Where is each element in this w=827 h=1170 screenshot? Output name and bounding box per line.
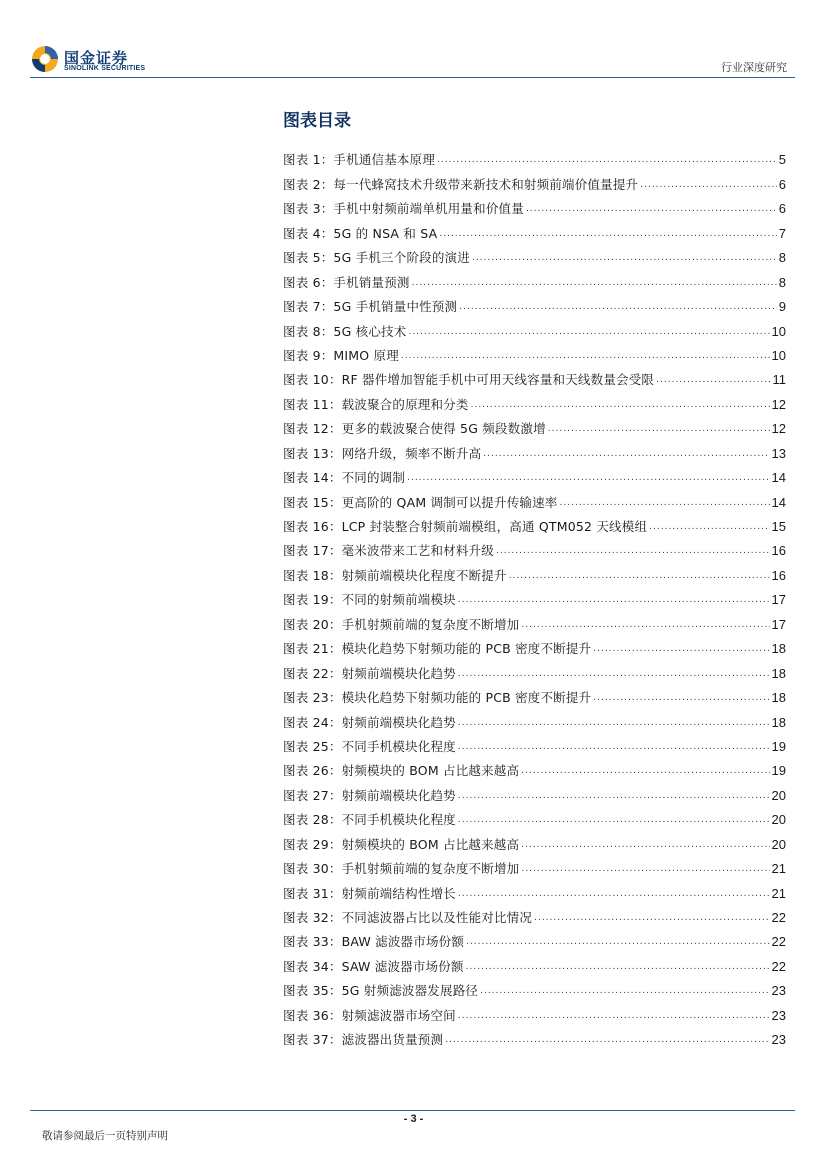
toc-entry-label[interactable]: 图表 9：MIMO 原理 [283,347,399,363]
toc-entry-page[interactable]: 6 [778,201,786,217]
toc-dot-leader [548,423,770,437]
toc-entry-page[interactable]: 18 [771,714,786,730]
toc-entry[interactable] [283,242,786,266]
toc-entry[interactable] [283,584,786,608]
toc-dot-leader [408,326,769,340]
toc-entry-label[interactable]: 图表 19：不同的射频前端模块 [283,592,456,608]
toc-entry[interactable] [283,291,786,315]
toc-entry-page[interactable]: 11 [772,372,786,388]
toc-entry-page[interactable]: 15 [771,519,786,534]
toc-entry[interactable] [283,853,786,877]
toc-entry-label[interactable]: 图表 3：手机中射频前端单机用量和价值量 [283,201,524,217]
toc-entry[interactable] [283,755,786,779]
toc-dot-leader [521,863,769,877]
toc-entry-label[interactable]: 图表 6：手机销量预测 [283,274,410,290]
toc-entry-page[interactable]: 18 [771,690,786,706]
toc-entry-page[interactable]: 5 [778,152,786,168]
toc-entry[interactable] [283,975,786,999]
toc-entry-label[interactable]: 图表 12：更多的载波聚合使得 5G 频段数激增 [283,421,546,437]
toc-entry-label[interactable]: 图表 4：5G 的 NSA 和 SA [283,225,438,241]
toc-title: 图表目录 [283,111,351,131]
toc-entry[interactable] [283,388,786,412]
toc-entry-label[interactable]: 图表 30：手机射频前端的复杂度不断增加 [283,861,520,877]
toc-entry[interactable] [283,706,786,730]
toc-entry-label[interactable]: 图表 16：LCP 封装整合射频前端模组，高通 QTM052 天线模组 [283,519,648,534]
toc-entry-page[interactable]: 22 [771,910,786,925]
toc-entry-page[interactable]: 13 [771,445,786,461]
page-header [0,0,827,80]
toc-entry-page[interactable]: 23 [771,983,786,999]
toc-entry[interactable] [283,462,786,486]
toc-entry[interactable] [283,902,786,926]
toc-entry-page[interactable]: 20 [771,812,786,828]
figure-table-of-contents [283,108,786,1048]
toc-dot-leader [458,790,770,804]
toc-dot-leader [471,399,770,413]
toc-entry[interactable] [283,804,786,828]
toc-entry[interactable] [283,608,786,632]
toc-entry[interactable] [283,926,786,950]
toc-entry-label[interactable]: 图表 17：毫米波带来工艺和材料升级 [283,543,494,559]
toc-dot-leader [458,668,770,682]
toc-entry-label[interactable]: 图表 31：射频前端结构性增长 [283,885,456,901]
toc-entry[interactable] [283,193,786,217]
toc-entry[interactable] [283,315,786,339]
toc-entry-page[interactable]: 20 [771,836,786,852]
toc-dot-leader [593,643,769,657]
toc-entry[interactable] [283,168,786,192]
toc-entry-label[interactable]: 图表 21：模块化趋势下射频功能的 PCB 密度不断提升 [283,641,592,657]
toc-entry-label[interactable]: 图表 26：射频模块的 BOM 占比越来越高 [283,763,520,779]
toc-dot-leader [521,765,769,779]
toc-entry-page[interactable]: 23 [771,1007,786,1023]
toc-entry[interactable] [283,950,786,974]
toc-entry-label[interactable]: 图表 29：射频模块的 BOM 占比越来越高 [283,836,520,852]
toc-dot-leader [509,570,770,584]
toc-entry-label[interactable]: 图表 25：不同手机模块化程度 [283,738,456,754]
toc-entry-label[interactable]: 图表 24：射频前端模块化趋势 [283,714,456,730]
logo-english-name: SINOLINK SECURITIES [64,65,146,72]
toc-entry-page[interactable]: 10 [771,323,786,339]
toc-list [283,144,786,1048]
report-type-label: 行业深度研究 [721,61,787,74]
toc-entry-page[interactable]: 14 [771,470,786,486]
logo-chinese-name: 国金证券 [64,49,129,67]
toc-entry[interactable] [283,511,786,535]
toc-entry-page[interactable]: 12 [771,421,786,437]
toc-entry-page[interactable]: 20 [771,787,786,803]
toc-dot-leader [496,545,770,559]
toc-entry-label[interactable]: 图表 27：射频前端模块化趋势 [283,787,456,803]
logo-mark-icon [30,44,60,74]
toc-dot-leader [439,228,776,242]
toc-entry-label[interactable]: 图表 22：射频前端模块化趋势 [283,665,456,681]
toc-entry-label[interactable]: 图表 28：不同手机模块化程度 [283,812,456,828]
toc-entry-label[interactable]: 图表 14：不同的调制 [283,470,406,486]
toc-entry-label[interactable]: 图表 37：滤波器出货量预测 [283,1032,444,1048]
toc-entry-page[interactable]: 17 [771,592,786,608]
toc-entry[interactable] [283,657,786,681]
toc-entry-label[interactable]: 图表 15：更高阶的 QAM 调制可以提升传输速率 [283,494,558,510]
toc-entry[interactable] [283,877,786,901]
toc-entry-page[interactable]: 14 [771,494,786,510]
toc-dot-leader [445,1034,769,1048]
toc-dot-leader [459,301,777,315]
toc-entry-page[interactable]: 21 [771,861,786,877]
toc-dot-leader [526,203,777,217]
toc-entry[interactable] [283,413,786,437]
toc-dot-leader [458,814,770,828]
toc-dot-leader [534,912,769,926]
toc-entry-label[interactable]: 图表 10：RF 器件增加智能手机中可用天线容量和天线数量会受限 [283,372,655,388]
toc-entry[interactable] [283,437,786,461]
toc-entry[interactable] [283,559,786,583]
toc-entry[interactable] [283,828,786,852]
toc-entry[interactable] [283,779,786,803]
toc-dot-leader [593,692,769,706]
footer-divider [30,1110,795,1111]
toc-entry[interactable] [283,364,786,388]
toc-entry-page[interactable]: 18 [771,665,786,681]
toc-entry-label[interactable]: 图表 11：载波聚合的原理和分类 [283,396,469,412]
toc-dot-leader [640,179,777,193]
header-divider [30,77,795,78]
toc-dot-leader [437,154,777,168]
toc-dot-leader [466,961,770,975]
toc-entry-label[interactable]: 图表 2：每一代蜂窝技术升级带来新技术和射频前端价值量提升 [283,176,639,192]
toc-entry-page[interactable]: 19 [771,738,786,754]
toc-dot-leader [472,252,777,266]
toc-dot-leader [458,888,770,902]
toc-entry-label[interactable]: 图表 8：5G 核心技术 [283,323,407,339]
toc-entry[interactable] [283,633,786,657]
toc-entry-page[interactable]: 16 [771,567,786,583]
toc-entry-label[interactable]: 图表 35：5G 射频滤波器发展路径 [283,983,479,999]
toc-entry-page[interactable]: 16 [771,543,786,559]
toc-entry-label[interactable]: 图表 7：5G 手机销量中性预测 [283,299,458,315]
toc-dot-leader [458,594,770,608]
toc-entry-page[interactable]: 6 [778,176,786,192]
toc-entry-page[interactable]: 17 [771,616,786,632]
toc-dot-leader [480,985,769,999]
toc-dot-leader [521,619,769,633]
toc-entry-page[interactable]: 10 [771,347,786,363]
toc-entry[interactable] [283,340,786,364]
toc-entry-label[interactable]: 图表 5：5G 手机三个阶段的演进 [283,250,470,266]
toc-entry[interactable] [283,486,786,510]
toc-dot-leader [466,936,769,950]
toc-entry-page[interactable]: 22 [771,934,786,950]
toc-dot-leader [483,448,769,462]
toc-entry[interactable] [283,999,786,1023]
page-number: - 3 - [403,1113,424,1125]
toc-entry-page[interactable]: 19 [771,763,786,779]
toc-entry[interactable] [283,1024,786,1048]
toc-entry[interactable] [283,731,786,755]
toc-entry-label[interactable]: 图表 13：网络升级，频率不断升高 [283,445,482,461]
toc-entry-page[interactable]: 7 [778,225,786,241]
toc-entry-page[interactable]: 9 [778,299,786,315]
toc-dot-leader [458,741,770,755]
toc-dot-leader [407,472,769,486]
toc-entry-page[interactable]: 18 [771,641,786,657]
toc-entry[interactable] [283,144,786,168]
toc-entry-label[interactable]: 图表 18：射频前端模块化程度不断提升 [283,567,507,583]
toc-dot-leader [412,277,777,291]
toc-dot-leader [521,839,769,853]
company-logo [30,44,160,80]
toc-entry[interactable] [283,682,786,706]
toc-entry-label[interactable]: 图表 34：SAW 滤波器市场份额 [283,958,464,974]
toc-entry-label[interactable]: 图表 36：射频滤波器市场空间 [283,1007,456,1023]
toc-entry-page[interactable]: 8 [778,274,786,290]
toc-dot-leader [656,374,770,388]
toc-entry-label[interactable]: 图表 23：模块化趋势下射频功能的 PCB 密度不断提升 [283,690,592,706]
toc-entry[interactable] [283,266,786,290]
toc-entry[interactable] [283,535,786,559]
toc-entry-label[interactable]: 图表 1：手机通信基本原理 [283,152,436,168]
toc-dot-leader [458,717,770,731]
toc-entry-page[interactable]: 22 [771,958,786,974]
toc-entry-label[interactable]: 图表 33：BAW 滤波器市场份额 [283,934,465,950]
toc-dot-leader [649,521,769,535]
toc-dot-leader [401,350,770,364]
toc-entry[interactable] [283,217,786,241]
toc-dot-leader [560,497,770,511]
disclaimer-note: 敬请参阅最后一页特别声明 [42,1130,168,1142]
toc-entry-page[interactable]: 12 [771,396,786,412]
toc-entry-page[interactable]: 23 [771,1032,786,1048]
toc-entry-label[interactable]: 图表 20：手机射频前端的复杂度不断增加 [283,616,520,632]
toc-entry-label[interactable]: 图表 32：不同滤波器占比以及性能对比情况 [283,910,533,925]
toc-dot-leader [458,1010,770,1024]
toc-entry-page[interactable]: 8 [778,250,786,266]
toc-entry-page[interactable]: 21 [771,885,786,901]
